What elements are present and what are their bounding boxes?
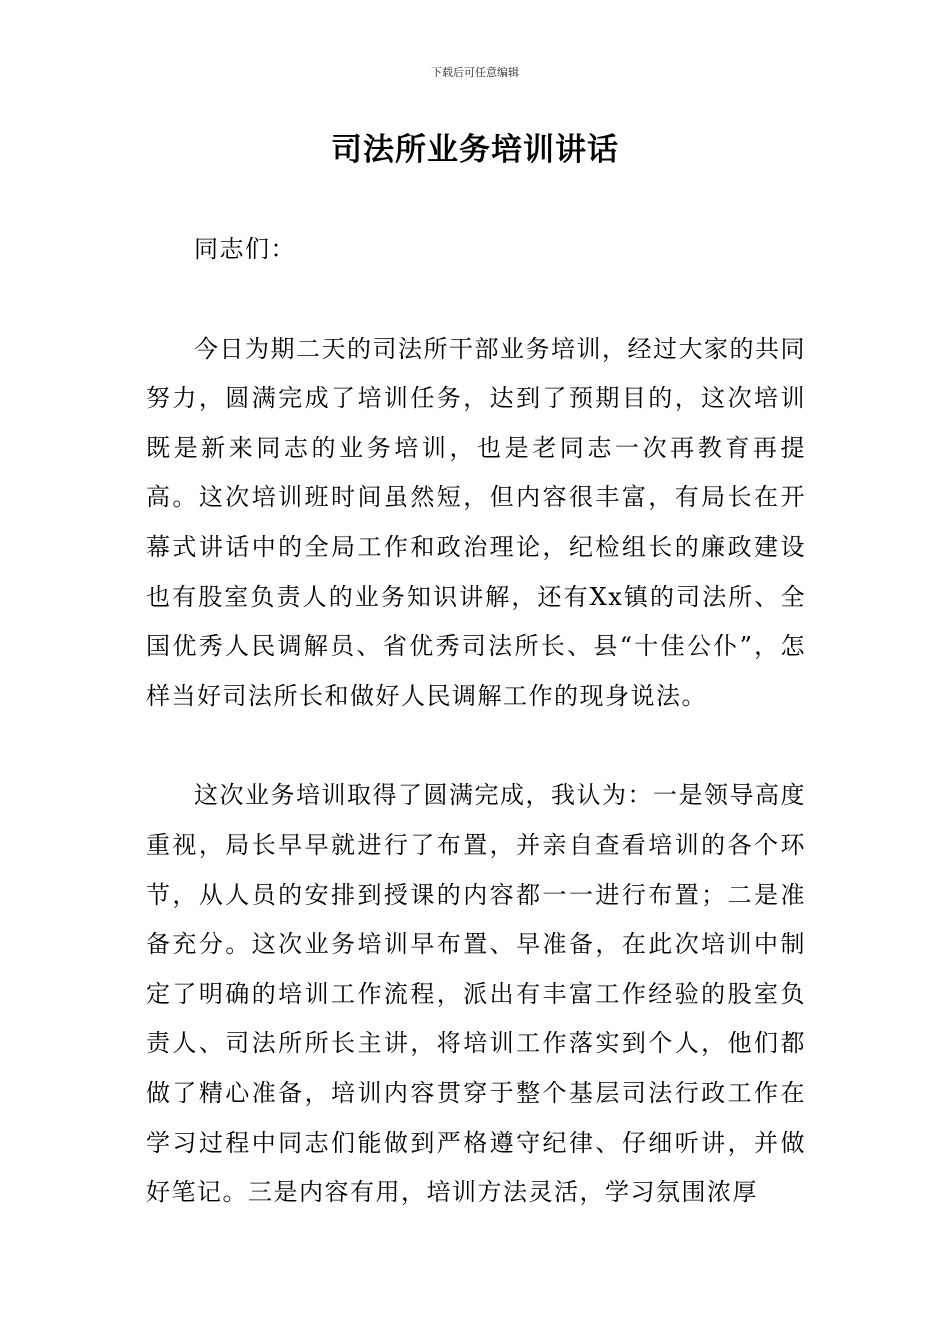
document-title: 司法所业务培训讲话 xyxy=(331,132,619,168)
paragraph-1: 今日为期二天的司法所干部业务培训，经过大家的共同努力，圆满完成了培训任务，达到了预期目的，这次培训既是新来同志的业务培训，也是老同志一次再教育再提高。这次培训班时间虽然短，但内容很丰富，有局长在开幕式讲话中的全局工作和政治理论，纪检组长的廉政建设也有股室负责人的业务知识讲解，还有Xx镇的司法所、全国优秀人民调解员、省优秀司法所长、县“十佳公仆”，怎样当好司法所长和做好人民调解工作的现身说法。 xyxy=(146,334,806,710)
greeting: 同志们： xyxy=(194,235,296,263)
document-body xyxy=(146,225,806,1218)
header-note: 下载后可任意编辑 xyxy=(431,66,519,79)
paragraph-2: 这次业务培训取得了圆满完成，我认为：一是领导高度重视，局长早早就进行了布置，并亲自查看培训的各个环节，从人员的安排到授课的内容都一一进行布置；二是准备充分。这次业务培训早布置、早准备，在此次培训中制定了明确的培训工作流程，派出有丰富工作经验的股室负责人、司法所所长主讲，将培训工作落实到个人，他们都做了精心准备，培训内容贯穿于整个基层司法行政工作在学习过程中同志们能做到严格遵守纪律、仔细听讲，并做好笔记。三是内容有用，培训方法灵活，学习氛围浓厚 xyxy=(146,781,806,1207)
